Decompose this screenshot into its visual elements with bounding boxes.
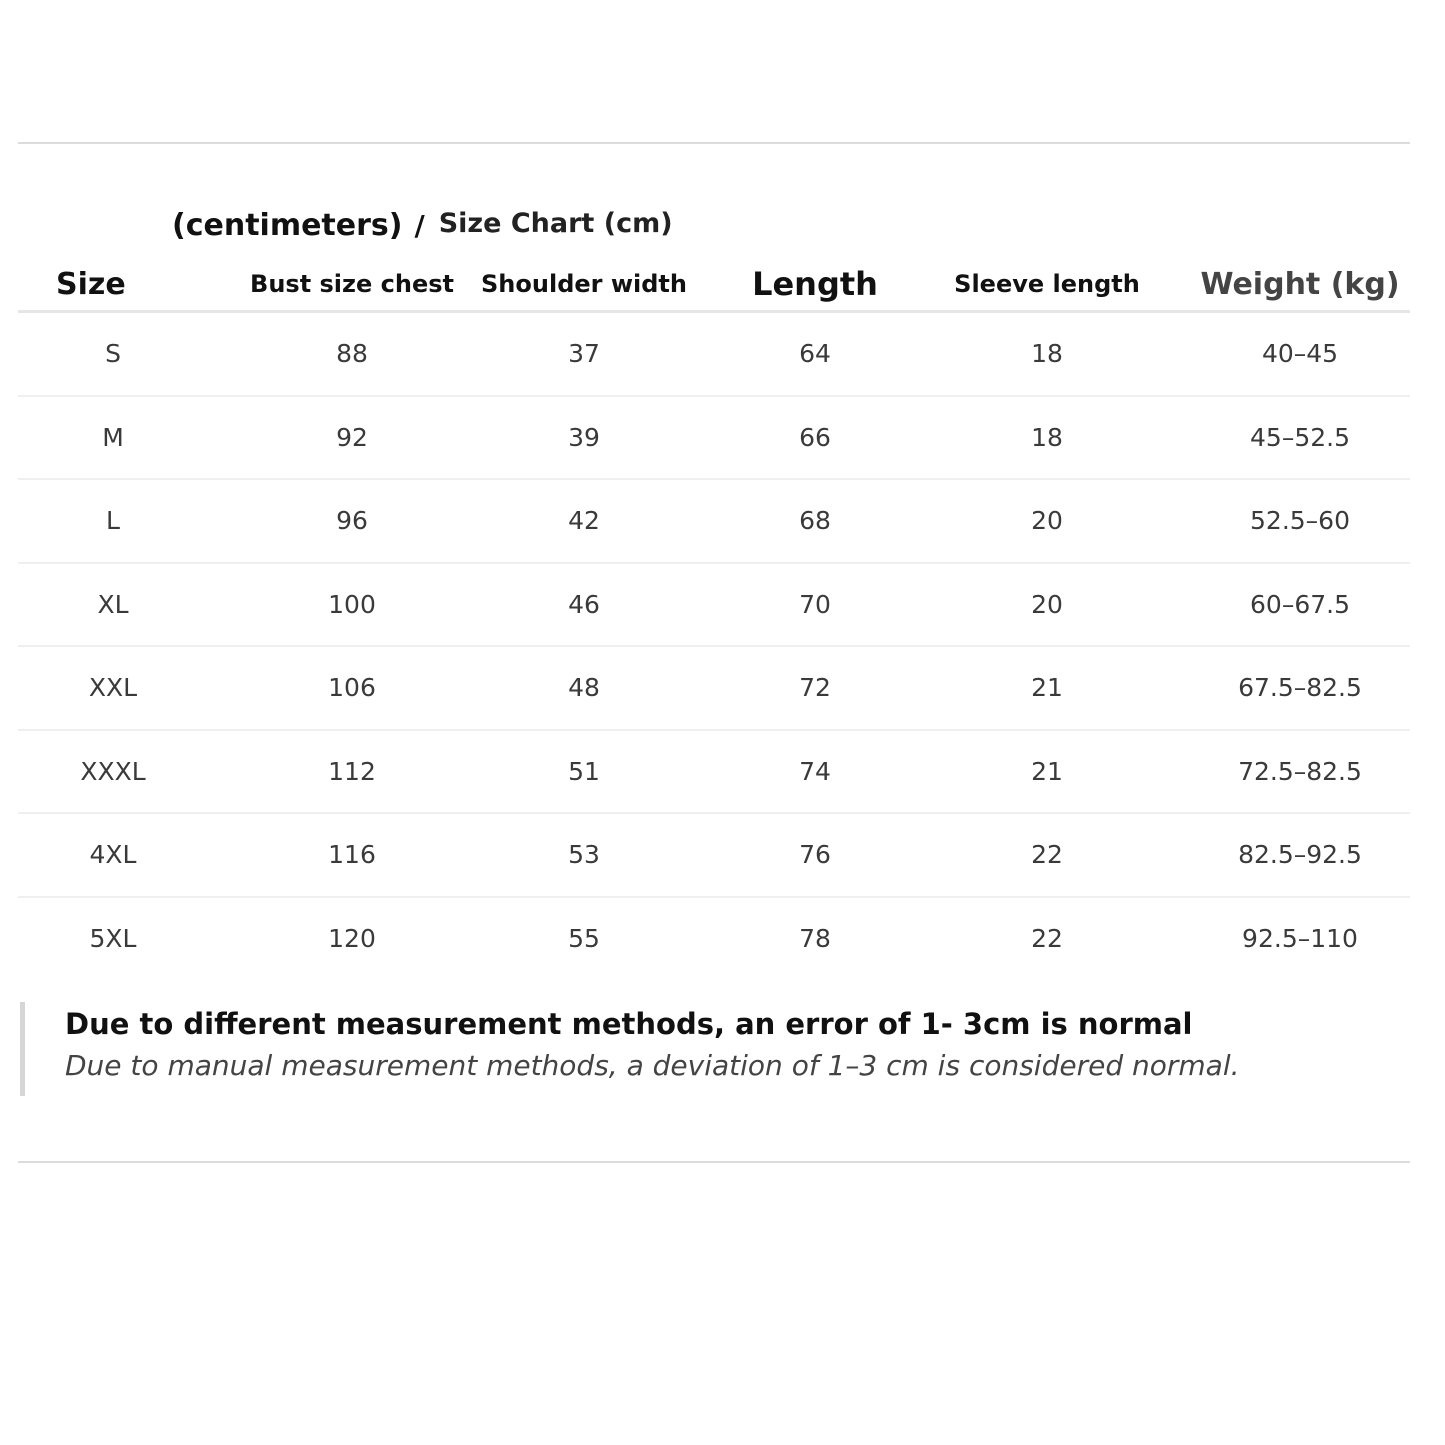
cell-size: XL [97, 589, 129, 619]
cell-shoulder: 39 [568, 422, 600, 452]
table-row [18, 313, 1410, 397]
cell-length: 68 [799, 506, 831, 536]
cell-bust: 92 [336, 422, 368, 452]
size-chart-title: Size Chart (cm) [438, 207, 673, 239]
cell-bust: 88 [336, 339, 368, 369]
cell-bust: 96 [336, 506, 368, 536]
table-row [18, 814, 1410, 898]
cell-sleeve: 18 [1031, 422, 1063, 452]
table-row [18, 480, 1410, 564]
header-length: Length [752, 265, 878, 303]
cell-sleeve: 20 [1031, 506, 1063, 536]
units-label: (centimeters) [172, 207, 403, 243]
header-sleeve: Sleeve length [954, 270, 1140, 298]
note-primary: Due to different measurement methods, an error of 1- 3cm is normal [65, 1007, 1193, 1041]
size-table [18, 258, 1410, 979]
cell-size: 5XL [89, 923, 137, 953]
cell-length: 64 [799, 339, 831, 369]
cell-size: S [105, 339, 121, 369]
cell-length: 72 [799, 673, 831, 703]
cell-size: XXXL [80, 756, 146, 786]
size-chart-caption [172, 200, 673, 246]
cell-sleeve: 21 [1031, 756, 1063, 786]
cell-sleeve: 22 [1031, 840, 1063, 870]
caption-separator: / [414, 208, 425, 242]
cell-weight: 92.5–110 [1242, 923, 1358, 953]
table-row [18, 647, 1410, 731]
cell-shoulder: 37 [568, 339, 600, 369]
cell-shoulder: 48 [568, 673, 600, 703]
header-bust: Bust size chest [250, 270, 454, 298]
cell-shoulder: 46 [568, 589, 600, 619]
cell-size: 4XL [89, 840, 137, 870]
table-row [18, 397, 1410, 481]
measurement-note [20, 1002, 1320, 1096]
cell-weight: 82.5–92.5 [1238, 840, 1362, 870]
cell-sleeve: 22 [1031, 923, 1063, 953]
cell-bust: 106 [328, 673, 376, 703]
cell-weight: 72.5–82.5 [1238, 756, 1362, 786]
bottom-divider [18, 1161, 1410, 1163]
cell-bust: 120 [328, 923, 376, 953]
cell-sleeve: 20 [1031, 589, 1063, 619]
note-secondary: Due to manual measurement methods, a deviation of 1–3 cm is considered normal. [65, 1049, 1240, 1082]
cell-size: L [106, 506, 120, 536]
table-row [18, 564, 1410, 648]
cell-length: 76 [799, 840, 831, 870]
header-size: Size [56, 266, 126, 302]
table-header-row [18, 258, 1410, 313]
cell-shoulder: 51 [568, 756, 600, 786]
header-shoulder: Shoulder width [481, 270, 687, 298]
cell-sleeve: 18 [1031, 339, 1063, 369]
cell-length: 66 [799, 422, 831, 452]
cell-bust: 100 [328, 589, 376, 619]
cell-length: 70 [799, 589, 831, 619]
cell-bust: 116 [328, 840, 376, 870]
cell-weight: 67.5–82.5 [1238, 673, 1362, 703]
cell-shoulder: 53 [568, 840, 600, 870]
cell-weight: 60–67.5 [1250, 589, 1350, 619]
top-divider [18, 142, 1410, 144]
cell-bust: 112 [328, 756, 376, 786]
cell-size: XXL [88, 673, 138, 703]
cell-shoulder: 55 [568, 923, 600, 953]
cell-weight: 45–52.5 [1250, 422, 1350, 452]
cell-length: 74 [799, 756, 831, 786]
cell-weight: 52.5–60 [1250, 506, 1350, 536]
cell-sleeve: 21 [1031, 673, 1063, 703]
cell-size: M [102, 422, 124, 452]
cell-shoulder: 42 [568, 506, 600, 536]
cell-length: 78 [799, 923, 831, 953]
cell-weight: 40–45 [1261, 339, 1339, 369]
table-row [18, 731, 1410, 815]
header-weight: Weight (kg) [1200, 266, 1400, 302]
table-row [18, 898, 1410, 980]
